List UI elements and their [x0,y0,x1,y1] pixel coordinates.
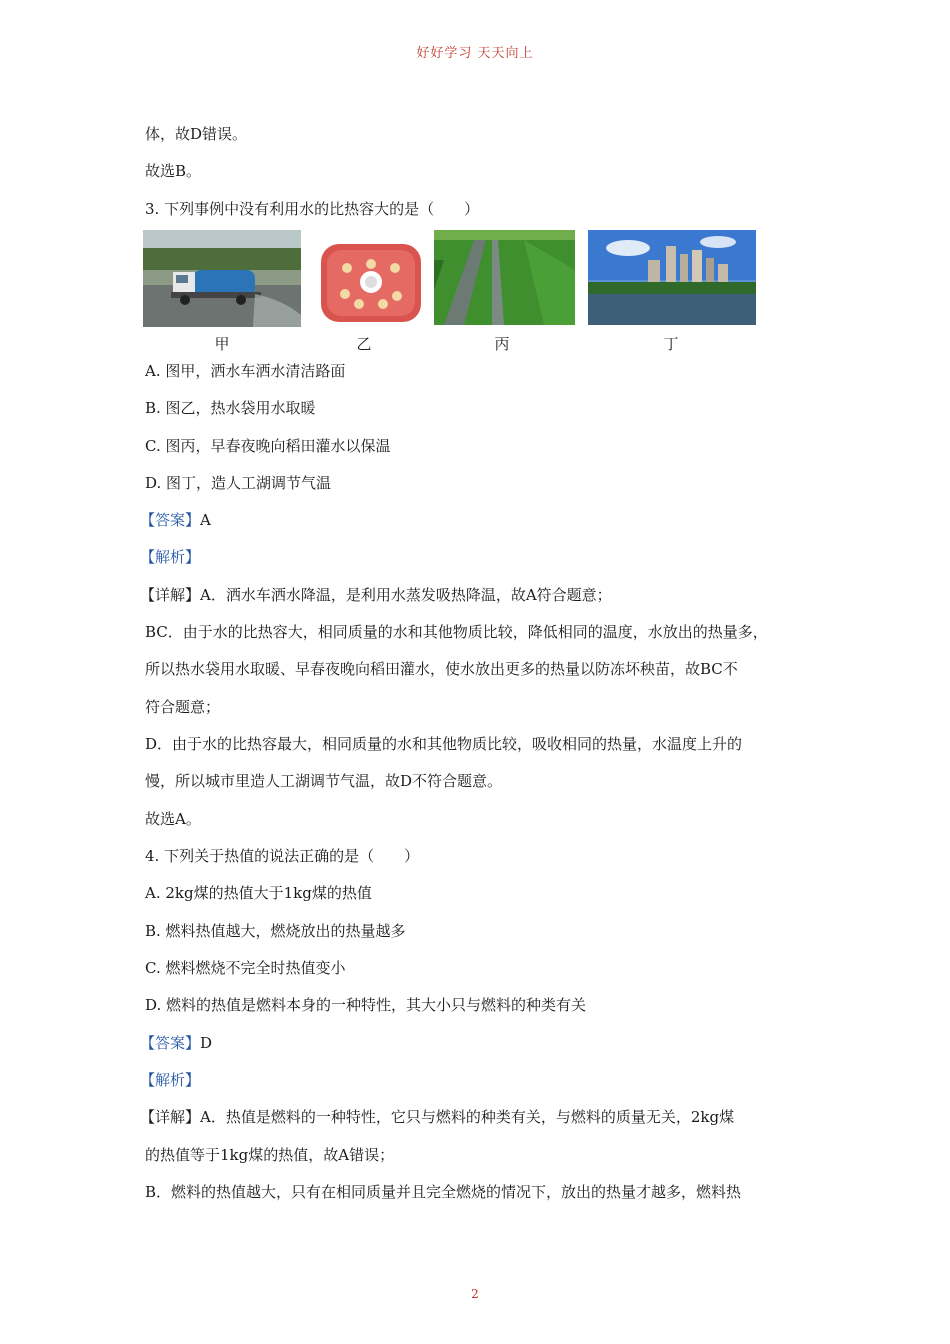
detail-tag: 【详解】 [140,586,201,604]
option-b: B. 图乙，热水袋用水取暖 [145,399,316,417]
text-line: 体，故D错误。 [145,125,248,143]
detail-tag: 【详解】 [140,1108,201,1126]
detail-text: A．热值是燃料的一种特性，它只与燃料的种类有关，与燃料的质量无关，2kg煤 [200,1108,735,1126]
artificial-lake-image [588,230,756,325]
image-caption: 丁 [663,335,679,353]
rice-field-image [434,230,575,325]
answer-tag: 【答案】 [140,511,201,529]
detail-text: A．洒水车洒水降温，是利用水蒸发吸热降温，故A符合题意； [200,586,612,604]
hot-water-bag-image [317,238,425,328]
image-caption: 乙 [356,335,372,353]
option-d: D. 图丁，造人工湖调节气温 [145,474,332,492]
option-d: D. 燃料的热值是燃料本身的一种特性，其大小只与燃料的种类有关 [145,996,587,1014]
question-4: 4. 下列关于热值的说法正确的是（ ） [145,847,420,865]
explanation-line: 的热值等于1kg煤的热值，故A错误； [145,1146,395,1164]
page-number: 2 [471,1287,479,1301]
answer-line [140,1033,212,1053]
text-line: 故选B。 [145,162,202,180]
answer-line [140,510,211,530]
option-b: B. 燃料热值越大，燃烧放出的热量越多 [145,922,406,940]
explanation-line: D．由于水的比热容最大，相同质量的水和其他物质比较，吸收相同的热量，水温度上升的 [145,735,743,753]
conclusion-line: 故选A。 [145,810,201,828]
option-c: C. 图丙，早春夜晚向稻田灌水以保温 [145,437,391,455]
explanation-line: B．燃料的热值越大，只有在相同质量并且完全燃烧的情况下，放出的热量才越多，燃料热 [145,1183,742,1201]
detail-line [140,1107,734,1127]
option-a: A. 2kg煤的热值大于1kg煤的热值 [145,884,372,902]
answer-value: D [200,1034,213,1052]
analysis-tag: 【解析】 [140,548,201,566]
analysis-tag: 【解析】 [140,1071,201,1089]
page-header: 好好学习 天天向上 [416,46,534,61]
answer-value: A [200,511,211,529]
explanation-line: 所以热水袋用水取暖、早春夜晚向稻田灌水，使水放出更多的热量以防冻坏秧苗，故BC不 [145,660,738,678]
detail-line [140,585,612,605]
option-a: A. 图甲，洒水车洒水清洁路面 [145,362,346,380]
question-3: 3. 下列事例中没有利用水的比热容大的是（ ） [145,200,480,218]
image-caption: 丙 [494,335,510,353]
explanation-line: 慢，所以城市里造人工湖调节气温，故D不符合题意。 [145,772,503,790]
explanation-line: 符合题意； [145,698,221,716]
image-caption: 甲 [214,335,230,353]
option-c: C. 燃料燃烧不完全时热值变小 [145,959,346,977]
water-truck-image [143,230,301,327]
answer-tag: 【答案】 [140,1034,201,1052]
explanation-line: BC．由于水的比热容大，相同质量的水和其他物质比较，降低相同的温度，水放出的热量多， [145,623,768,641]
